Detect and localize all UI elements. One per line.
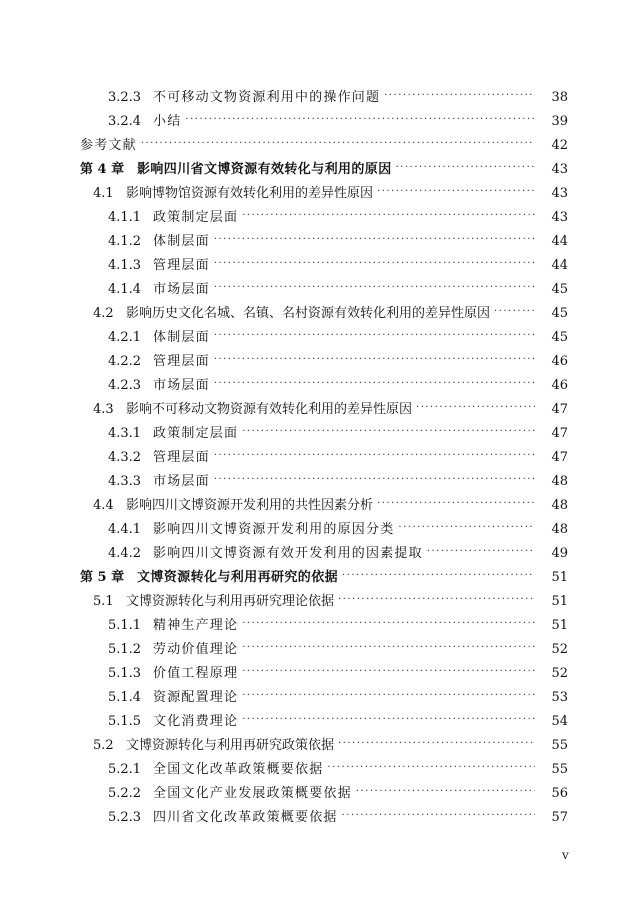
dot-leader bbox=[242, 612, 564, 636]
section-number: 5.1.4 bbox=[108, 690, 142, 705]
page-number: 53 bbox=[535, 686, 568, 710]
chapter-title: 文博资源转化与利用再研究的依据 bbox=[137, 570, 339, 585]
section-title: 影响历史文化名城、名镇、名村资源有效转化利用的差异性原因 bbox=[126, 306, 491, 321]
page-number: 46 bbox=[535, 374, 568, 398]
dot-leader bbox=[214, 324, 564, 348]
page-number: 49 bbox=[535, 542, 568, 566]
section-number: 4.1.4 bbox=[108, 282, 142, 297]
toc-row[interactable] bbox=[0, 326, 638, 350]
toc-row[interactable] bbox=[0, 518, 638, 542]
section-number: 3.2.3 bbox=[108, 90, 142, 105]
page-number: 57 bbox=[535, 806, 568, 830]
toc-row[interactable] bbox=[0, 206, 638, 230]
page-number: 44 bbox=[535, 230, 568, 254]
section-title: 管理层面 bbox=[153, 258, 210, 273]
dot-leader bbox=[342, 804, 564, 828]
section-number: 5.1.2 bbox=[108, 642, 142, 657]
toc-row[interactable] bbox=[0, 806, 638, 830]
page-number: 47 bbox=[535, 446, 568, 470]
section-number: 4.3.2 bbox=[108, 450, 142, 465]
page-number: 48 bbox=[535, 518, 568, 542]
toc-row[interactable] bbox=[0, 230, 638, 254]
dot-leader bbox=[242, 420, 564, 444]
toc-row[interactable] bbox=[0, 446, 638, 470]
section-title: 价值工程原理 bbox=[153, 666, 239, 681]
dot-leader bbox=[356, 780, 564, 804]
chapter-number: 第 4 章 bbox=[80, 162, 125, 177]
section-title: 精神生产理论 bbox=[153, 618, 239, 633]
page-number: 56 bbox=[535, 782, 568, 806]
toc-row[interactable] bbox=[0, 710, 638, 734]
page-number: 43 bbox=[535, 182, 568, 206]
page-number: 47 bbox=[535, 398, 568, 422]
section-title: 影响四川文博资源开发利用的原因分类 bbox=[153, 522, 395, 537]
section-number: 5.1.1 bbox=[108, 618, 142, 633]
dot-leader bbox=[338, 588, 564, 612]
section-title: 政策制定层面 bbox=[153, 210, 239, 225]
page-number: 43 bbox=[535, 206, 568, 230]
toc-row[interactable] bbox=[0, 686, 638, 710]
toc-row[interactable] bbox=[0, 422, 638, 446]
toc-row[interactable] bbox=[0, 662, 638, 686]
section-title: 影响四川文博资源有效开发利用的因素提取 bbox=[153, 546, 423, 561]
section-number: 4.3.3 bbox=[108, 474, 142, 489]
page-number: 54 bbox=[535, 710, 568, 734]
page-number: 47 bbox=[535, 422, 568, 446]
dot-leader bbox=[214, 468, 564, 492]
section-number: 5.2 bbox=[93, 738, 114, 753]
section-number: 4.4.2 bbox=[108, 546, 142, 561]
page-number: 52 bbox=[535, 638, 568, 662]
dot-leader bbox=[214, 372, 564, 396]
page-number: 48 bbox=[535, 470, 568, 494]
section-title: 劳动价值理论 bbox=[153, 642, 239, 657]
toc-row-section[interactable] bbox=[0, 734, 638, 758]
toc-row[interactable] bbox=[0, 470, 638, 494]
footer-page-numeral: v bbox=[562, 848, 569, 862]
dot-leader bbox=[242, 204, 564, 228]
section-title: 小结 bbox=[153, 114, 182, 129]
page-number: 45 bbox=[535, 326, 568, 350]
toc-row-section[interactable] bbox=[0, 302, 638, 326]
section-number: 4.4.1 bbox=[108, 522, 142, 537]
section-title: 市场层面 bbox=[153, 282, 210, 297]
section-title: 不可移动文物资源利用中的操作问题 bbox=[153, 90, 381, 105]
dot-leader bbox=[342, 564, 564, 588]
dot-leader bbox=[214, 228, 564, 252]
page-number: 55 bbox=[535, 734, 568, 758]
page-number: 44 bbox=[535, 254, 568, 278]
section-title: 资源配置理论 bbox=[153, 690, 239, 705]
page-number: 43 bbox=[535, 158, 568, 182]
section-title: 影响博物馆资源有效转化利用的差异性原因 bbox=[126, 186, 374, 201]
section-number: 4.2.1 bbox=[108, 330, 142, 345]
toc-row[interactable] bbox=[0, 254, 638, 278]
page-number: 52 bbox=[535, 662, 568, 686]
page-number: 51 bbox=[535, 614, 568, 638]
section-number: 4.2.2 bbox=[108, 354, 142, 369]
section-number: 5.1.3 bbox=[108, 666, 142, 681]
toc-row[interactable] bbox=[0, 542, 638, 566]
section-number: 5.2.2 bbox=[108, 786, 142, 801]
dot-leader bbox=[242, 708, 564, 732]
section-title: 全国文化产业发展政策概要依据 bbox=[153, 786, 352, 801]
section-title: 文博资源转化与利用再研究政策依据 bbox=[126, 738, 335, 753]
section-title: 体制层面 bbox=[153, 330, 210, 345]
section-number: 5.2.1 bbox=[108, 762, 142, 777]
page-number: 45 bbox=[535, 278, 568, 302]
section-title: 市场层面 bbox=[153, 378, 210, 393]
toc-row[interactable] bbox=[0, 278, 638, 302]
section-number: 5.1 bbox=[93, 594, 114, 609]
page-number: 39 bbox=[535, 110, 568, 134]
section-title: 管理层面 bbox=[153, 354, 210, 369]
section-number: 4.1.1 bbox=[108, 210, 142, 225]
page-number: 51 bbox=[535, 590, 568, 614]
toc-row[interactable] bbox=[0, 110, 638, 134]
section-title: 文化消费理论 bbox=[153, 714, 239, 729]
section-title: 四川省文化改革政策概要依据 bbox=[153, 810, 338, 825]
dot-leader bbox=[242, 636, 564, 660]
section-number: 4.2.3 bbox=[108, 378, 142, 393]
section-number: 4.1 bbox=[93, 186, 114, 201]
toc-row-section[interactable] bbox=[0, 590, 638, 614]
chapter-title: 影响四川省文博资源有效转化与利用的原因 bbox=[137, 162, 392, 177]
toc-row-chapter[interactable] bbox=[0, 158, 638, 182]
page-number: 55 bbox=[535, 758, 568, 782]
page-number: 45 bbox=[535, 302, 568, 326]
section-title: 影响四川文博资源开发利用的共性因素分析 bbox=[126, 498, 374, 513]
dot-leader bbox=[214, 444, 564, 468]
toc-row-section[interactable] bbox=[0, 494, 638, 518]
dot-leader bbox=[242, 660, 564, 684]
dot-leader bbox=[214, 276, 564, 300]
chapter-number: 第 5 章 bbox=[80, 570, 125, 585]
toc-row[interactable] bbox=[0, 374, 638, 398]
section-number: 3.2.4 bbox=[108, 114, 142, 129]
section-number: 5.1.5 bbox=[108, 714, 142, 729]
dot-leader bbox=[242, 684, 564, 708]
section-title: 体制层面 bbox=[153, 234, 210, 249]
section-number: 4.1.2 bbox=[108, 234, 142, 249]
toc-row-section[interactable] bbox=[0, 182, 638, 206]
section-number: 5.2.3 bbox=[108, 810, 142, 825]
section-title: 政策制定层面 bbox=[153, 426, 239, 441]
section-number: 4.4 bbox=[93, 498, 114, 513]
page-number: 46 bbox=[535, 350, 568, 374]
section-title: 影响不可移动文物资源有效转化利用的差异性原因 bbox=[126, 402, 413, 417]
section-number: 4.2 bbox=[93, 306, 114, 321]
dot-leader bbox=[141, 132, 564, 156]
page-number: 38 bbox=[535, 86, 568, 110]
dot-leader bbox=[338, 732, 564, 756]
toc-row-section[interactable] bbox=[0, 398, 638, 422]
page-number: 51 bbox=[535, 566, 568, 590]
toc-row[interactable] bbox=[0, 782, 638, 806]
dot-leader bbox=[214, 252, 564, 276]
toc-row[interactable] bbox=[0, 758, 638, 782]
section-title: 参考文献 bbox=[80, 138, 137, 153]
section-title: 管理层面 bbox=[153, 450, 210, 465]
toc-row[interactable] bbox=[0, 350, 638, 374]
section-number: 4.1.3 bbox=[108, 258, 142, 273]
section-number: 4.3.1 bbox=[108, 426, 142, 441]
section-title: 文博资源转化与利用再研究理论依据 bbox=[126, 594, 335, 609]
table-of-contents bbox=[0, 86, 638, 830]
dot-leader bbox=[185, 108, 564, 132]
toc-row[interactable] bbox=[0, 614, 638, 638]
toc-row[interactable] bbox=[0, 86, 638, 110]
dot-leader bbox=[214, 348, 564, 372]
dot-leader bbox=[327, 756, 564, 780]
toc-row-references[interactable] bbox=[0, 134, 638, 158]
toc-row[interactable] bbox=[0, 638, 638, 662]
section-title: 市场层面 bbox=[153, 474, 210, 489]
section-number: 4.3 bbox=[93, 402, 114, 417]
section-title: 全国文化改革政策概要依据 bbox=[153, 762, 324, 777]
toc-row-chapter[interactable] bbox=[0, 566, 638, 590]
page-number: 48 bbox=[535, 494, 568, 518]
page-number: 42 bbox=[535, 134, 568, 158]
